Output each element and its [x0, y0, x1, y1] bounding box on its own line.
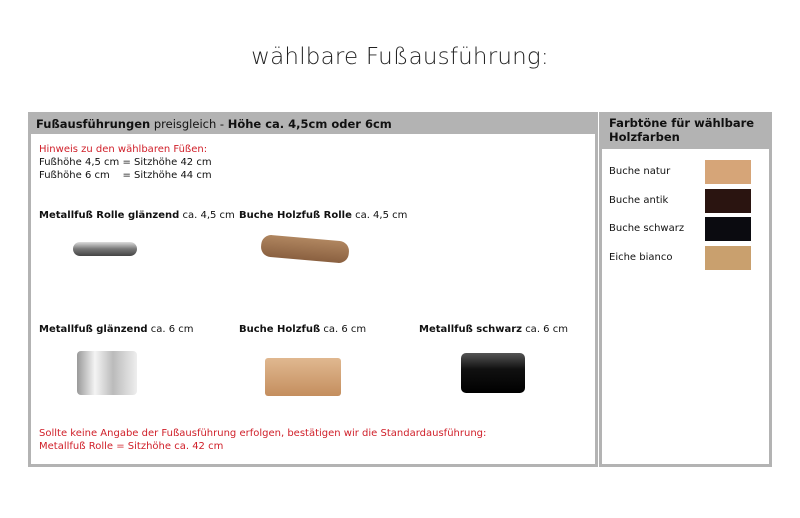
color-name: Buche schwarz	[609, 223, 685, 234]
metal-roll-foot-image	[73, 242, 137, 256]
wood-colors-panel	[599, 112, 772, 467]
metal-foot-image	[77, 351, 137, 395]
color-swatch	[705, 246, 751, 270]
color-name: Buche antik	[609, 195, 669, 206]
black-metal-foot-image	[461, 353, 525, 393]
product-label: Metallfuß Rolle glänzend ca. 4,5 cm	[39, 210, 235, 221]
page-title: wählbare Fußausführung:	[251, 44, 549, 70]
color-swatch	[705, 217, 751, 241]
product-label: Metallfuß schwarz ca. 6 cm	[419, 324, 568, 335]
wood-colors-header: Farbtöne für wählbare Holzfarben	[602, 115, 769, 149]
footer-note: Sollte keine Angabe der Fußausführung erfolgen, bestätigen wir die Standardausführung:	[39, 428, 487, 439]
product-label: Buche Holzfuß ca. 6 cm	[239, 324, 367, 335]
product-label: Metallfuß glänzend ca. 6 cm	[39, 324, 194, 335]
hint-line: Fußhöhe 6 cm = Sitzhöhe 44 cm	[39, 170, 212, 181]
product-label: Buche Holzfuß Rolle ca. 4,5 cm	[239, 210, 408, 221]
footer-note: Metallfuß Rolle = Sitzhöhe ca. 42 cm	[39, 441, 224, 452]
color-name: Eiche bianco	[609, 252, 673, 263]
beech-roll-foot-image	[260, 234, 350, 264]
hint-line: Fußhöhe 4,5 cm = Sitzhöhe 42 cm	[39, 157, 212, 168]
color-swatch	[705, 160, 751, 184]
foot-options-panel	[28, 112, 598, 467]
beech-foot-image	[265, 358, 341, 396]
color-name: Buche natur	[609, 166, 671, 177]
color-swatch	[705, 189, 751, 213]
hint-title: Hinweis zu den wählbaren Füßen:	[39, 144, 208, 155]
foot-options-header: Fußausführungen preisgleich - Höhe ca. 4,5cm oder 6cm	[31, 115, 595, 134]
